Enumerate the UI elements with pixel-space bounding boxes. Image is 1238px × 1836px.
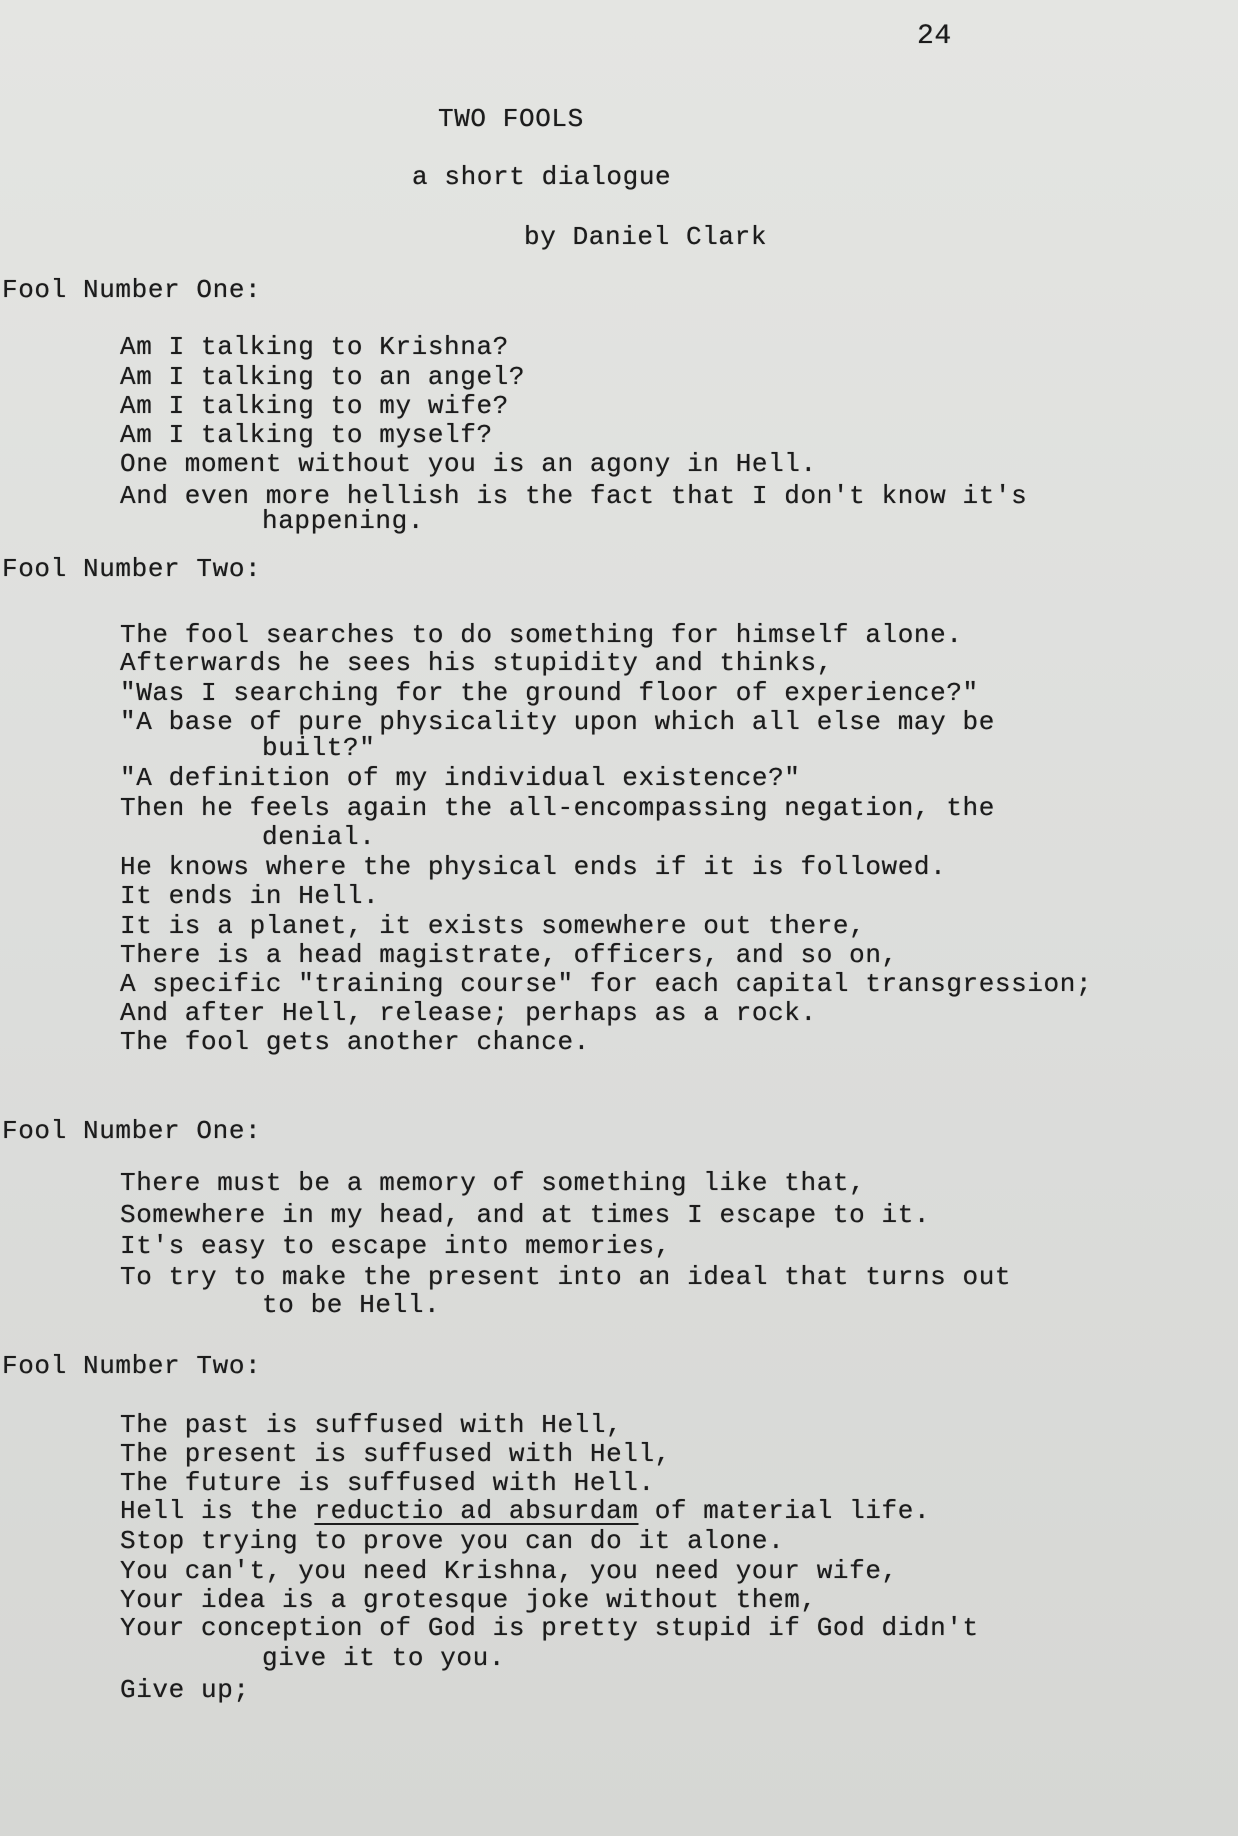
- page-title: TWO FOOLS: [438, 104, 584, 134]
- line-prefix: Hell is the: [120, 1496, 315, 1526]
- dialogue-line: The future is suffused with Hell.: [120, 1468, 655, 1498]
- dialogue-line: "Was I searching for the ground floor of experience?": [120, 678, 979, 708]
- speaker-label: Fool Number One:: [2, 275, 262, 305]
- dialogue-line: There is a head magistrate, officers, and so on,: [120, 940, 898, 970]
- dialogue-line: The fool gets another chance.: [120, 1027, 590, 1057]
- dialogue-line: Give up;: [120, 1675, 250, 1705]
- dialogue-line: The past is suffused with Hell,: [120, 1410, 623, 1440]
- dialogue-line: Your idea is a grotesque joke without them,: [120, 1585, 817, 1615]
- dialogue-line: And even more hellish is the fact that I don't know it's: [120, 481, 1028, 511]
- dialogue-line: The present is suffused with Hell,: [120, 1439, 671, 1469]
- line-suffix: of material life.: [638, 1496, 931, 1526]
- dialogue-line: "A base of pure physicality upon which all else may be: [120, 707, 995, 737]
- dialogue-line: It ends in Hell.: [120, 881, 380, 911]
- underlined-phrase: reductio ad absurdam: [314, 1496, 639, 1526]
- dialogue-line: Your conception of God is pretty stupid if God didn't: [120, 1613, 979, 1643]
- speaker-label: Fool Number Two:: [2, 554, 262, 584]
- dialogue-line: Am I talking to an angel?: [120, 362, 526, 392]
- dialogue-line: Am I talking to Krishna?: [120, 332, 509, 362]
- dialogue-line: Afterwards he sees his stupidity and thinks,: [120, 648, 833, 678]
- dialogue-line: Somewhere in my head, and at times I escape to it.: [120, 1200, 931, 1230]
- dialogue-line: Then he feels again the all-encompassing negation, the: [120, 793, 995, 823]
- dialogue-line: "A definition of my individual existence?": [120, 763, 801, 793]
- dialogue-line: The fool searches to do something for himself alone.: [120, 620, 963, 650]
- dialogue-line: There must be a memory of something like that,: [120, 1168, 866, 1198]
- byline: by Daniel Clark: [524, 222, 768, 252]
- dialogue-line: To try to make the present into an ideal that turns out: [120, 1262, 1012, 1292]
- subtitle: a short dialogue: [412, 162, 672, 192]
- dialogue-line: It is a planet, it exists somewhere out there,: [120, 911, 866, 941]
- dialogue-line: Am I talking to myself?: [120, 420, 493, 450]
- dialogue-line: built?": [262, 733, 376, 763]
- dialogue-line: And after Hell, release; perhaps as a rock.: [120, 998, 817, 1028]
- dialogue-line: [120, 1496, 930, 1526]
- dialogue-line: Stop trying to prove you can do it alone.: [120, 1526, 785, 1556]
- dialogue-line: You can't, you need Krishna, you need your wife,: [120, 1556, 898, 1586]
- dialogue-line: He knows where the physical ends if it is followed.: [120, 852, 947, 882]
- dialogue-line: It's easy to escape into memories,: [120, 1231, 671, 1261]
- dialogue-line: Am I talking to my wife?: [120, 391, 509, 421]
- speaker-label: Fool Number Two:: [2, 1351, 262, 1381]
- dialogue-line: denial.: [262, 822, 376, 852]
- dialogue-line: to be Hell.: [262, 1290, 441, 1320]
- page-number: 24: [917, 21, 952, 52]
- dialogue-line: happening.: [262, 506, 425, 536]
- dialogue-line: A specific "training course" for each capital transgression;: [120, 969, 1093, 999]
- dialogue-line: give it to you.: [262, 1643, 506, 1673]
- dialogue-line: One moment without you is an agony in Hell.: [120, 449, 817, 479]
- speaker-label: Fool Number One:: [2, 1116, 262, 1146]
